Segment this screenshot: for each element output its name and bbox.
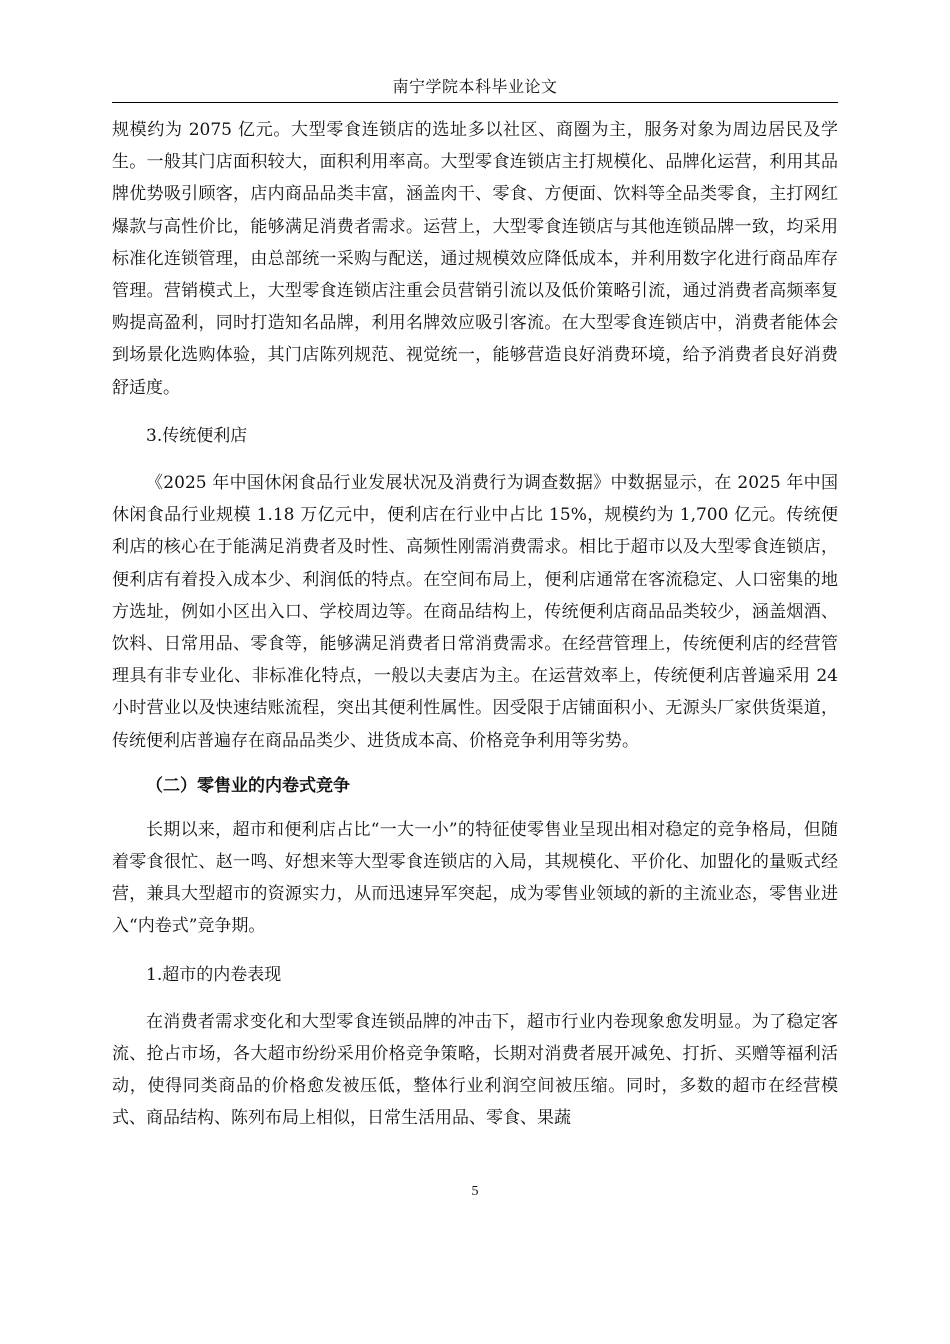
- paragraph-supermarket-involution: 在消费者需求变化和大型零食连锁品牌的冲击下，超市行业内卷现象愈发明显。为了稳定客流、抢占市场，各大超市纷纷采用价格竞争策略，长期对消费者展开减免、打折、买赠等福利活动，使得同类商品的价格愈发被压低，整体行业利润空间被压缩。同时，多数的超市在经营模式、商品结构、陈列布局上相似，日常生活用品、零食、果蔬: [112, 1011, 838, 1129]
- section-heading-competition: （二）零售业的内卷式竞争: [146, 775, 350, 796]
- subheading-supermarket-involution: 1.超市的内卷表现: [146, 964, 282, 985]
- page-header: [112, 72, 838, 103]
- paragraph-large-snack-chains: 规模约为 2075 亿元。大型零食连锁店的选址多以社区、商圈为主，服务对象为周边居民及学生。一般其门店面积较大，面积利用率高。大型零食连锁店主打规模化、品牌化运营，利用其品牌优势吸引顾客，店内商品品类丰富，涵盖肉干、零食、方便面、饮料等全品类零食，主打网红爆款与高性价比，能够满足消费者需求。运营上，大型零食连锁店与其他连锁品牌一致，均采用标准化连锁管理，由总部统一采购与配送，通过规模效应降低成本，并利用数字化进行商品库存管理。营销模式上，大型零食连锁店注重会员营销引流以及低价策略引流，通过消费者高频率复购提高盈利，同时打造知名品牌，利用名牌效应吸引客流。在大型零食连锁店中，消费者能体会到场景化选购体验，其门店陈列规范、视觉统一，能够营造良好消费环境，给予消费者良好消费舒适度。: [112, 120, 838, 398]
- page-number: 5: [471, 1184, 479, 1199]
- subheading-convenience-store: 3.传统便利店: [146, 425, 248, 446]
- paragraph-convenience-store: 《2025 年中国休闲食品行业发展状况及消费行为调查数据》中数据显示，在 2025 年中国休闲食品行业规模 1.18 万亿元中，便利店在行业中占比 15%，规模约为 1,700 亿元。传统便利店的核心在于能满足消费者及时性、高频性刚需消费需求。相比于超市以及大型零食连锁店，便利店有着投入成本少、利润低的特点。在空间布局上，便利店通常在客流稳定、人口密集的地方选址，例如小区出入口、学校周边等。在商品结构上，传统便利店商品品类较少，涵盖烟酒、饮料、日常用品、零食等，能够满足消费者日常消费需求。在经营管理上，传统便利店的经营管理具有非专业化、非标准化特点，一般以夫妻店为主。在运营效率上，传统便利店普遍采用 24 小时营业以及快速结账流程，突出其便利性属性。因受限于店铺面积小、无源头厂家供货渠道，传统便利店普遍存在商品品类少、进货成本高、价格竞争利用等劣势。: [112, 473, 838, 751]
- page-body: [112, 114, 838, 1135]
- paragraph-competition: 长期以来，超市和便利店占比“一大一小”的特征使零售业呈现出相对稳定的竞争格局，但随着零食很忙、赵一鸣、好想来等大型零食连锁店的入局，其规模化、平价化、加盟化的量贩式经营，兼具大型超市的资源实力，从而迅速异军突起，成为零售业领域的新的主流业态，零售业进入“内卷式”竞争期。: [112, 819, 838, 937]
- header-title: 南宁学院本科毕业论文: [392, 77, 558, 96]
